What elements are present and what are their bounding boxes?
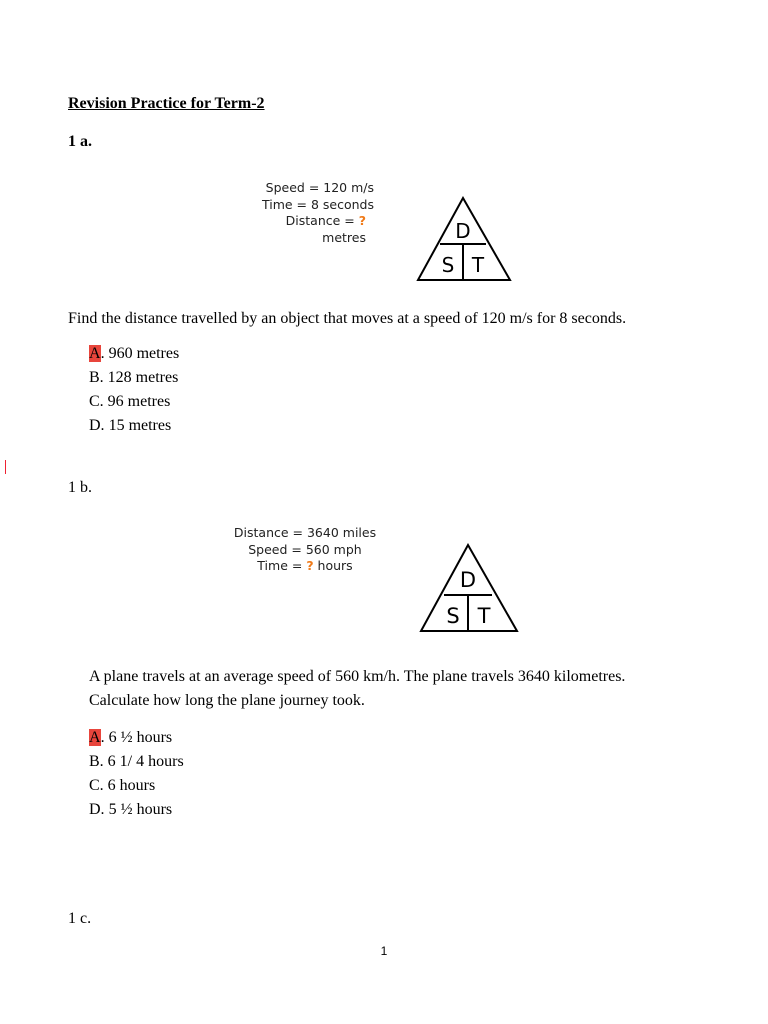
option-c[interactable] xyxy=(89,774,184,798)
time-unknown xyxy=(230,558,380,575)
page-title: Revision Practice for Term-2 xyxy=(68,95,265,112)
question-1c-label: 1 c. xyxy=(68,910,92,927)
option-letter: B. xyxy=(89,753,104,770)
givens-1a xyxy=(240,180,374,246)
triangle-d-label: D xyxy=(459,568,477,592)
question-1b-text xyxy=(89,665,625,713)
dst-triangle-1b xyxy=(419,543,519,633)
dst-triangle-1a xyxy=(416,196,512,282)
option-text: . 960 metres xyxy=(100,345,180,362)
question-1b-label: 1 b. xyxy=(68,479,92,496)
speed-given: Speed = 120 m/s xyxy=(265,180,374,195)
triangle-t-label: T xyxy=(477,604,491,628)
option-text: 6 1/ 4 hours xyxy=(103,753,184,770)
distance-unknown xyxy=(240,213,366,246)
unknown-mark: ? xyxy=(358,213,366,228)
option-d[interactable] xyxy=(89,798,184,822)
option-letter: C. xyxy=(89,777,104,794)
question-1b-line2: Calculate how long the plane journey took. xyxy=(89,692,365,709)
option-c[interactable] xyxy=(89,390,179,414)
option-text: . 6 ½ hours xyxy=(100,729,173,746)
time-given: Time = 8 seconds xyxy=(261,196,374,212)
question-1b-line1: A plane travels at an average speed of 560 km/h. The plane travels 3640 kilometres. xyxy=(89,668,626,685)
option-b[interactable] xyxy=(89,750,184,774)
option-a[interactable] xyxy=(89,342,179,366)
option-text: 128 metres xyxy=(103,369,179,386)
option-letter: A xyxy=(89,729,101,746)
unknown-mark: ? xyxy=(306,558,314,573)
option-letter: D. xyxy=(89,417,105,434)
option-text: 5 ½ hours xyxy=(104,801,173,818)
margin-mark xyxy=(5,460,6,474)
option-letter: A xyxy=(89,345,101,362)
triangle-d-label: D xyxy=(455,219,471,243)
triangle-t-label: T xyxy=(471,253,485,277)
question-1a-label: 1 a. xyxy=(68,133,92,150)
option-text: 15 metres xyxy=(104,417,172,434)
question-1a-text: Find the distance travelled by an object that moves at a speed of 120 m/s for 8 seconds. xyxy=(68,310,627,327)
options-1a xyxy=(89,342,179,438)
distance-suffix: metres xyxy=(322,229,366,245)
option-b[interactable] xyxy=(89,366,179,390)
options-1b xyxy=(89,726,184,822)
option-letter: B. xyxy=(89,369,104,386)
page-number: 1 xyxy=(380,944,388,958)
option-text: 96 metres xyxy=(103,393,171,410)
speed-given: Speed = 560 mph xyxy=(248,541,362,557)
option-d[interactable] xyxy=(89,414,179,438)
option-letter: D. xyxy=(89,801,105,818)
time-suffix: hours xyxy=(313,558,353,573)
triangle-s-label: S xyxy=(441,253,455,277)
option-a[interactable] xyxy=(89,726,184,750)
distance-given: Distance = 3640 miles xyxy=(233,525,377,540)
givens-1b xyxy=(230,525,380,575)
option-letter: C. xyxy=(89,393,104,410)
time-prefix: Time = xyxy=(257,558,307,573)
distance-prefix: Distance = xyxy=(285,213,359,228)
triangle-s-label: S xyxy=(446,604,460,628)
option-text: 6 hours xyxy=(103,777,156,794)
